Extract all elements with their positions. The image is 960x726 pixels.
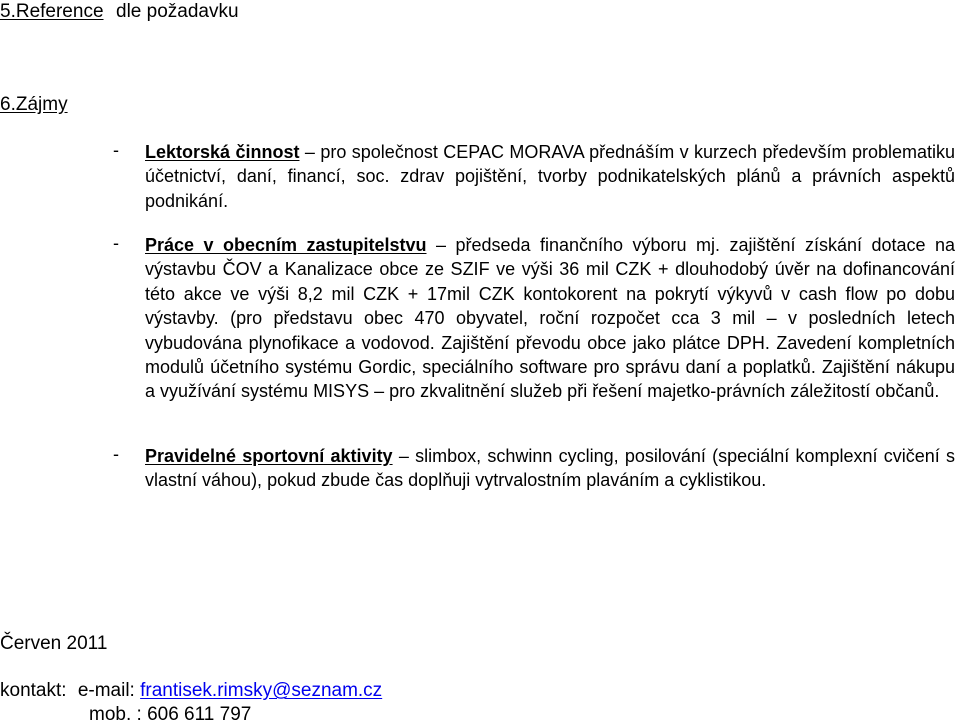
- item-1-text: – pro společnost CEPAC MORAVA přednáším v kurzech především problematiku účetnictví, daní, financí, soc. zdrav pojištění, tvorby podnikatelských plánů a právních aspektů podnikání.: [145, 142, 956, 211]
- section-5-heading: [0, 1, 104, 23]
- email-label: e-mail:: [77, 680, 135, 701]
- item-2-dash: -: [113, 233, 119, 253]
- item-2-paragraph: [145, 233, 955, 404]
- email-link[interactable]: frantisek.rimsky@seznam.cz: [140, 680, 383, 701]
- section-5-title: 5.Reference: [0, 1, 104, 22]
- item-1-dash: -: [113, 140, 119, 160]
- contact-line: [0, 680, 382, 702]
- item-1-paragraph: [145, 140, 955, 213]
- phone-line: mob. : 606 611 797: [89, 704, 252, 725]
- item-3-text: – slimbox, schwinn cycling, posilování (speciální komplexní cvičení s vlastní váhou), pokud zbude čas doplňuji vytrvalostním plaváním a cyklistikou.: [145, 446, 955, 491]
- item-1-title: Lektorská činnost: [145, 142, 300, 162]
- section-6-title: 6.Zájmy: [0, 94, 68, 115]
- item-2-title: Práce v obecním zastupitelstvu: [145, 235, 427, 255]
- document-date: Červen 2011: [0, 633, 108, 654]
- item-2-text: – předseda finančního výboru mj. zajištění získání dotace na výstavbu ČOV a Kanalizace obce ze SZIF ve výši 36 mil CZK + dlouhodobý úvěr na dofinancování této akce ve výši 8,2 mil CZK + 17mil CZK kontokorent na pokrytí výkyvů v cash flow po dobu výstavby. (pro představu obec 470 obyvatel, roční rozpočet cca 3 mil – v posledních letech vybudována plynofikace a vodovod. Zajištění převodu obce jako plátce DPH. Zavedení kompletních modulů účetního systému Gordic, speciálního software pro správu daní a poplatků. Zajištění nákupu a využívání systému MISYS – pro zkvalitnění služeb při řešení majetko-právních záležitostí občanů.: [145, 235, 955, 402]
- section-5-note: dle požadavku: [116, 1, 239, 22]
- item-3-paragraph: [145, 444, 955, 493]
- section-6-heading: [0, 94, 68, 116]
- item-3-title: Pravidelné sportovní aktivity: [145, 446, 393, 466]
- item-3-dash: -: [113, 444, 119, 464]
- contact-label: kontakt:: [0, 680, 67, 701]
